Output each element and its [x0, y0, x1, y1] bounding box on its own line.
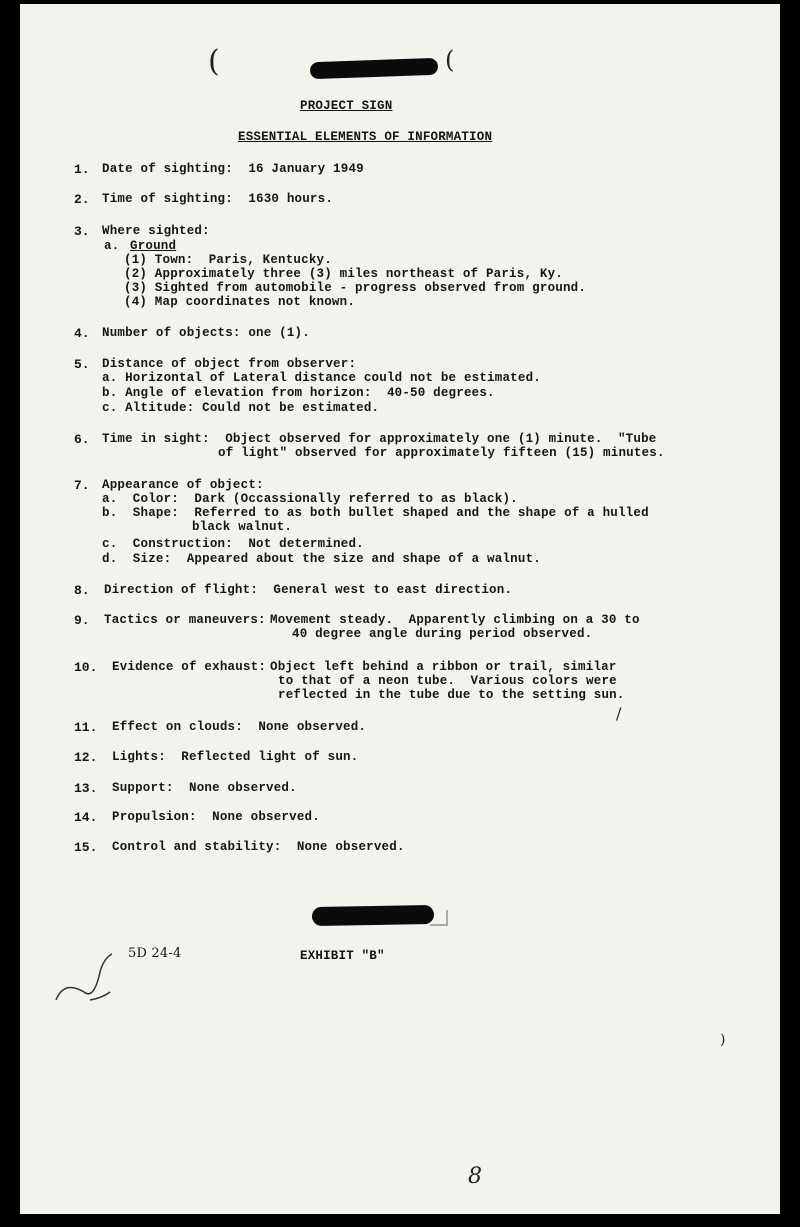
- tactics-label: Tactics or maneuvers:: [104, 613, 266, 627]
- appearance-line: b. Shape: Referred to as both bullet shaped and the shape of a hulled: [102, 506, 649, 520]
- exhibit-label: EXHIBIT "B": [300, 949, 385, 963]
- item-number: 10.: [74, 660, 98, 675]
- appearance-label: Appearance of object:: [102, 478, 264, 492]
- where-sighted-line: (2) Approximately three (3) miles northeast of Paris, Ky.: [124, 267, 563, 281]
- appearance-line: c. Construction: Not determined.: [102, 537, 364, 551]
- exhaust-label: Evidence of exhaust:: [112, 660, 267, 674]
- item-number: 1.: [74, 162, 90, 177]
- item-number: 4.: [74, 326, 90, 341]
- tactics-line: 40 degree angle during period observed.: [292, 627, 593, 641]
- distance-line: a. Horizontal of Lateral distance could not be estimated.: [102, 371, 541, 385]
- appearance-line: a. Color: Dark (Occassionally referred to as black).: [102, 492, 518, 506]
- propulsion: Propulsion: None observed.: [112, 810, 320, 824]
- time-in-sight-cont: of light" observed for approximately fifteen (15) minutes.: [218, 446, 665, 460]
- lights: Lights: Reflected light of sun.: [112, 750, 359, 764]
- page-mark: 8: [468, 1164, 482, 1189]
- document-subtitle: ESSENTIAL ELEMENTS OF INFORMATION: [238, 130, 493, 144]
- where-sighted-line: (4) Map coordinates not known.: [124, 295, 356, 309]
- time-of-sighting: Time of sighting: 1630 hours.: [102, 192, 334, 206]
- item-number: 7.: [74, 478, 90, 493]
- document-title: PROJECT SIGN: [300, 99, 393, 113]
- item-number: 3.: [74, 224, 90, 239]
- date-of-sighting: Date of sighting: 16 January 1949: [102, 162, 364, 176]
- time-in-sight: Time in sight: Object observed for approximately one (1) minute. "Tube: [102, 432, 657, 446]
- redaction-bar-bottom: [312, 905, 434, 926]
- document-page: [20, 4, 780, 1214]
- direction-of-flight: Direction of flight: General west to east direction.: [104, 583, 513, 597]
- item-number: 15.: [74, 840, 98, 855]
- item-number: 9.: [74, 613, 90, 628]
- item-number: 6.: [74, 432, 90, 447]
- tactics-line: Movement steady. Apparently climbing on a 30 to: [270, 613, 640, 627]
- item-number: 12.: [74, 750, 98, 765]
- where-sighted-line: (1) Town: Paris, Kentucky.: [124, 253, 332, 267]
- where-sighted-line: (3) Sighted from automobile - progress observed from ground.: [124, 281, 587, 295]
- document-reference: 5D 24-4: [128, 946, 182, 961]
- appearance-shape-cont: black walnut.: [192, 520, 293, 534]
- exhaust-line: to that of a neon tube. Various colors were: [278, 674, 617, 688]
- item-number: 8.: [74, 583, 90, 598]
- where-sighted-a-prefix: a.: [104, 239, 120, 253]
- effect-on-clouds: Effect on clouds: None observed.: [112, 720, 367, 734]
- distance-label: Distance of object from observer:: [102, 357, 357, 371]
- exhaust-line: Object left behind a ribbon or trail, similar: [270, 660, 617, 674]
- where-sighted-label: Where sighted:: [102, 224, 210, 238]
- stray-mark: (: [445, 46, 455, 74]
- item-number: 13.: [74, 781, 98, 796]
- margin-mark: /: [616, 704, 622, 723]
- faded-stamp: [430, 910, 448, 926]
- number-of-objects: Number of objects: one (1).: [102, 326, 310, 340]
- handwritten-initial: [50, 952, 120, 1012]
- distance-line: c. Altitude: Could not be estimated.: [102, 401, 380, 415]
- stray-mark: (: [208, 44, 220, 79]
- exhaust-line: reflected in the tube due to the setting sun.: [278, 688, 625, 702]
- item-number: 14.: [74, 810, 98, 825]
- item-number: 5.: [74, 357, 90, 372]
- item-number: 11.: [74, 720, 98, 735]
- support: Support: None observed.: [112, 781, 297, 795]
- margin-mark: ): [720, 1032, 726, 1048]
- control-and-stability: Control and stability: None observed.: [112, 840, 405, 854]
- appearance-line: d. Size: Appeared about the size and shape of a walnut.: [102, 552, 541, 566]
- where-sighted-ground: Ground: [130, 239, 177, 253]
- item-number: 2.: [74, 192, 90, 207]
- distance-line: b. Angle of elevation from horizon: 40-50 degrees.: [102, 386, 495, 400]
- redaction-bar-top: [310, 58, 439, 79]
